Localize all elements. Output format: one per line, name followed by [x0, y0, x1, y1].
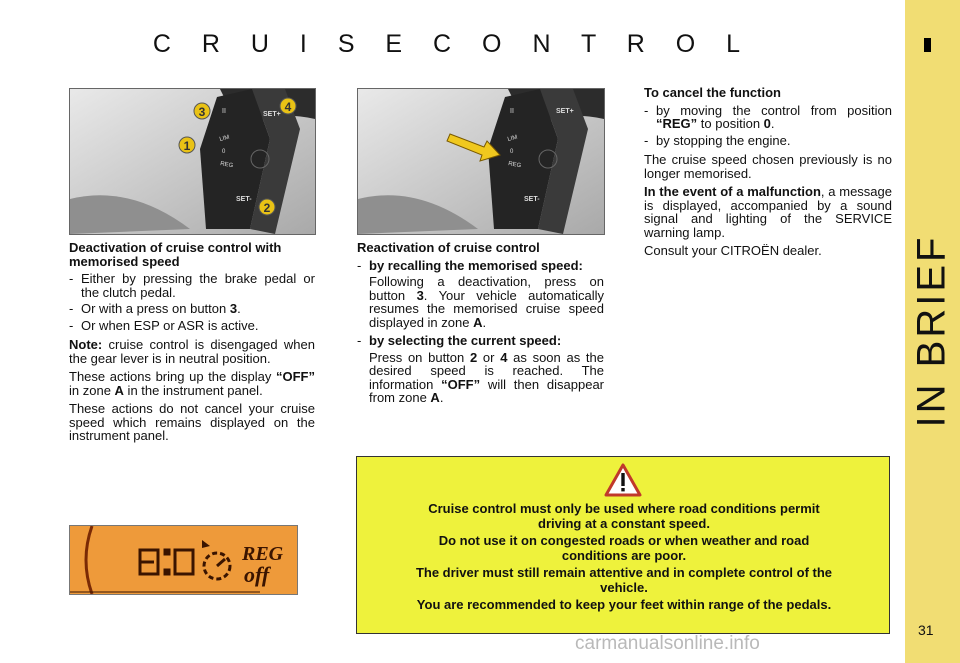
list-item: - by selecting the current speed:	[357, 333, 562, 348]
list-item: - Or with a press on button 3.	[69, 301, 241, 316]
reactivation-section	[357, 241, 604, 410]
callout-4	[280, 98, 296, 114]
warning-triangle-icon	[604, 463, 642, 497]
svg-text:1: 1	[183, 139, 191, 153]
svg-text:2: 2	[263, 201, 271, 215]
list-item: - by stopping the engine.	[644, 132, 791, 148]
page-number: 31	[918, 622, 934, 638]
svg-text:II: II	[222, 108, 226, 115]
svg-text:SET-: SET-	[524, 196, 540, 203]
callout-1	[179, 137, 195, 153]
svg-text:REG: REG	[242, 543, 284, 565]
list-item: - by moving the control from position “REG” to position 0.	[644, 102, 892, 131]
not-memorised-paragraph: The cruise speed chosen previously is no longer memorised.	[644, 152, 892, 181]
dealer-paragraph: Consult your CITROËN dealer.	[644, 243, 822, 258]
list-item: - Or when ESP or ASR is active.	[69, 317, 259, 333]
instrument-display-image	[69, 525, 298, 595]
cancel-heading: To cancel the function	[644, 85, 781, 100]
svg-text:0: 0	[222, 149, 226, 155]
svg-text:LIM: LIM	[218, 134, 231, 143]
svg-text:SET+: SET+	[556, 108, 574, 115]
list-item: - by recalling the memorised speed:	[357, 257, 583, 273]
note-paragraph: Note: cruise control is disengaged when the gear lever is in neutral position.	[69, 337, 315, 366]
display-paragraph: These actions bring up the display “OFF” in zone A in the instrument panel.	[69, 369, 315, 398]
cancel-section	[644, 86, 892, 263]
warning-line: Do not use it on congested roads or when weather and road conditions are poor.	[438, 533, 810, 563]
warning-line: The driver must still remain attentive and in complete control of the vehicle.	[415, 565, 833, 595]
svg-text:II: II	[510, 108, 514, 115]
chapter-marker	[924, 38, 931, 52]
cruise-stalk-photo-right	[357, 88, 605, 235]
callout-2	[259, 199, 275, 215]
reactivation-heading: Reactivation of cruise control	[357, 240, 540, 255]
stalk-illustration-right	[358, 89, 604, 234]
svg-text:SET+: SET+	[263, 111, 281, 118]
deactivation-section	[69, 241, 315, 448]
callout-3	[194, 103, 210, 119]
list-item: - Either by pressing the brake pedal or the clutch pedal.	[69, 271, 315, 300]
memorised-paragraph: Following a deactivation, press on button 3. Your vehicle automatically resumes the memorised cruise speed displayed in zone A.	[369, 274, 604, 330]
page-title: C R U I S E C O N T R O L	[152, 30, 753, 58]
cruise-stalk-photo-left	[69, 88, 316, 235]
warning-line: Cruise control must only be used where road conditions permit driving at a constant speed.	[428, 501, 820, 531]
svg-text:off: off	[244, 562, 270, 587]
svg-text:0: 0	[510, 149, 514, 155]
svg-text:SET-: SET-	[236, 196, 252, 203]
svg-text:LIM: LIM	[506, 134, 519, 143]
svg-text:REG: REG	[507, 161, 522, 170]
svg-text:4: 4	[284, 100, 292, 114]
svg-text:3: 3	[198, 105, 206, 119]
warning-line: You are recommended to keep your feet within range of the pedals.	[416, 597, 832, 612]
stalk-illustration-left	[70, 89, 315, 234]
warning-text	[407, 501, 841, 614]
malfunction-paragraph: In the event of a malfunction, a message is displayed, accompanied by a sound signal and lighting of the SERVICE warning lamp.	[644, 184, 892, 240]
watermark: carmanualsonline.info	[575, 633, 760, 654]
display-illustration	[70, 526, 297, 594]
current-paragraph: Press on button 2 or 4 as soon as the desired speed is reached. The information “OFF” will then disappear from zone A.	[369, 349, 604, 405]
svg-text:REG: REG	[219, 161, 234, 170]
deactivation-heading: Deactivation of cruise control with memorised speed	[69, 240, 282, 269]
warning-box	[356, 456, 890, 634]
section-label: IN BRIEF	[909, 234, 954, 428]
cancel-note-paragraph: These actions do not cancel your cruise speed which remains displayed on the instrument panel.	[69, 401, 315, 443]
